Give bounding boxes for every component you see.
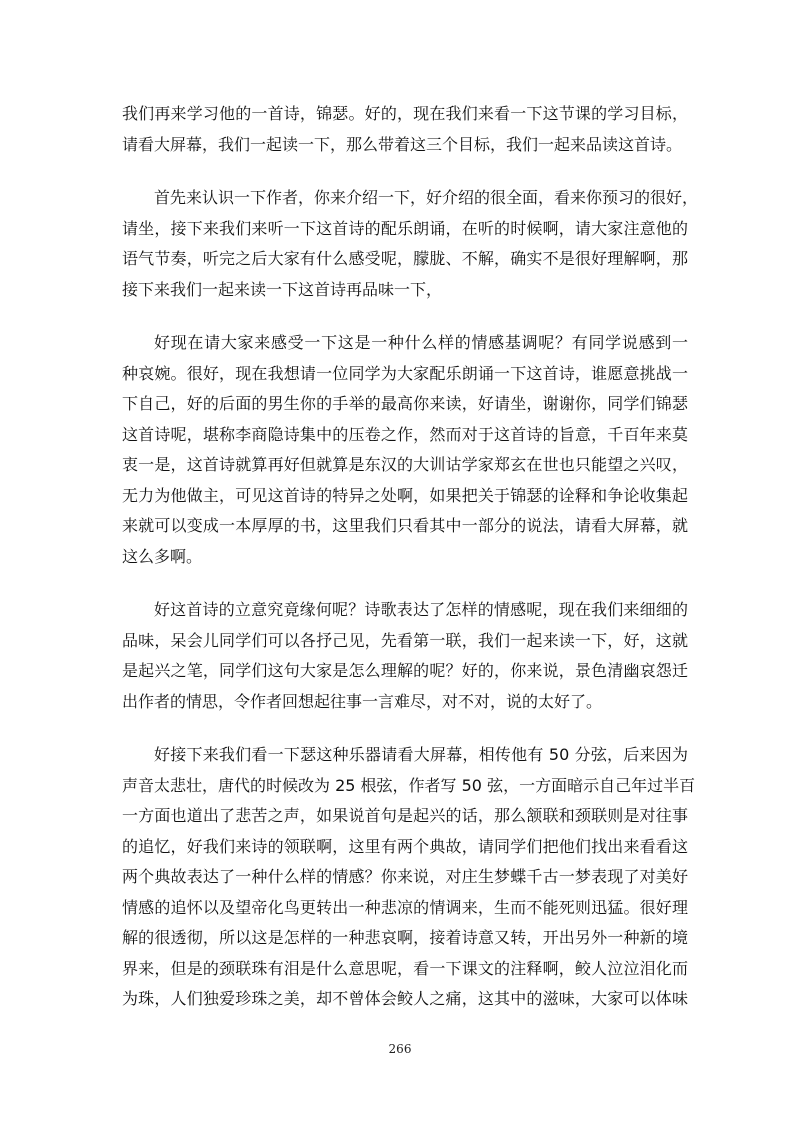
page-number: 266	[388, 1042, 412, 1056]
text-line: 语气节奏，听完之后大家有什么感受呢，朦胧、不解，确实不是很好理解啊，那	[122, 249, 688, 268]
text-line: 两个典故表达了一种什么样的情感？你来说，对庄生梦蝶千古一梦表现了对美好	[122, 867, 688, 886]
paragraph-4	[122, 595, 688, 717]
text-line: 我们再来学习他的一首诗，锦瑟。好的，现在我们来看一下这节课的学习目标，	[122, 104, 688, 123]
text-line: 的追忆，好我们来诗的领联啊，这里有两个典故，请同学们把他们找出来看看这	[122, 836, 688, 856]
text-line: 这首诗呢，堪称李商隐诗集中的压卷之作，然而对于这首诗的旨意，千百年来莫	[122, 424, 688, 444]
paragraph-3	[122, 328, 688, 572]
text-line: 接下来我们一起来读一下这首诗再品味一下，	[122, 279, 443, 299]
text-line: 品味，呆会儿同学们可以各抒己见，先看第一联，我们一起来读一下，好，这就	[122, 630, 688, 650]
text-line: 请坐，接下来我们来听一下这首诗的配乐朗诵，在听的时候啊，请大家注意他的	[122, 218, 688, 238]
text-line: 情感的追怀以及望帝化鸟更转出一种悲凉的情调来，生而不能死则迅猛。很好理	[122, 897, 688, 917]
paragraph-2	[122, 183, 699, 305]
text-line: 一方面也道出了悲苦之声，如果说首句是起兴的话，那么颔联和颈联则是对往事	[122, 806, 688, 825]
paragraph-5	[122, 740, 696, 1015]
text-line: 种哀婉。很好，现在我想请一位同学为大家配乐朗诵一下这首诗，谁愿意挑战一	[122, 363, 688, 383]
text-line: 声音太悲壮，唐代的时候改为 25 根弦，作者写 50 弦，一方面暗示自己年过半百	[122, 775, 696, 795]
text-line: 好这首诗的立意究竟缘何呢？诗歌表达了怎样的情感呢，现在我们来细细的	[154, 600, 688, 619]
text-line: 来就可以变成一本厚厚的书，这里我们只看其中一部分的说法，请看大屏幕，就	[122, 516, 688, 535]
text-line: 这么多啊。	[122, 546, 203, 566]
document-body	[122, 99, 699, 1015]
text-line: 请看大屏幕，我们一起读一下，那么带着这三个目标，我们一起来品读这首诗。	[122, 134, 683, 154]
paragraph-1	[122, 99, 688, 160]
text-line: 首先来认识一下作者，你来介绍一下，好介绍的很全面，看来你预习的很好，	[154, 188, 699, 207]
text-line: 是起兴之笔，同学们这句大家是怎么理解的呢？好的，你来说，景色清幽哀怨迁	[122, 661, 688, 680]
text-line: 界来，但是的颈联珠有泪是什么意思呢，看一下课文的注释啊，鲛人泣泣泪化而	[122, 958, 688, 978]
text-line: 解的很透彻，所以这是怎样的一种悲哀啊，接着诗意又转，开出另外一种新的境	[122, 928, 688, 947]
text-line: 出作者的情思，令作者回想起往事一言难尽，对不对，说的太好了。	[122, 691, 603, 711]
text-line: 为珠，人们独爱珍珠之美，却不曾体会鲛人之痛，这其中的滋味，大家可以体味	[122, 989, 688, 1008]
text-line: 好现在请大家来感受一下这是一种什么样的情感基调呢？有同学说感到一	[154, 333, 688, 352]
text-line: 衷一是，这首诗就算再好但就算是东汉的大训诂学家郑玄在世也只能望之兴叹，	[122, 455, 688, 474]
text-line: 下自己，好的后面的男生你的手举的最高你来读，好请坐，谢谢你，同学们锦瑟	[122, 394, 688, 413]
text-line: 好接下来我们看一下瑟这种乐器请看大屏幕，相传他有 50 分弦，后来因为	[154, 745, 688, 764]
text-line: 无力为他做主，可见这首诗的特异之处啊，如果把关于锦瑟的诠释和争论收集起	[122, 485, 688, 505]
